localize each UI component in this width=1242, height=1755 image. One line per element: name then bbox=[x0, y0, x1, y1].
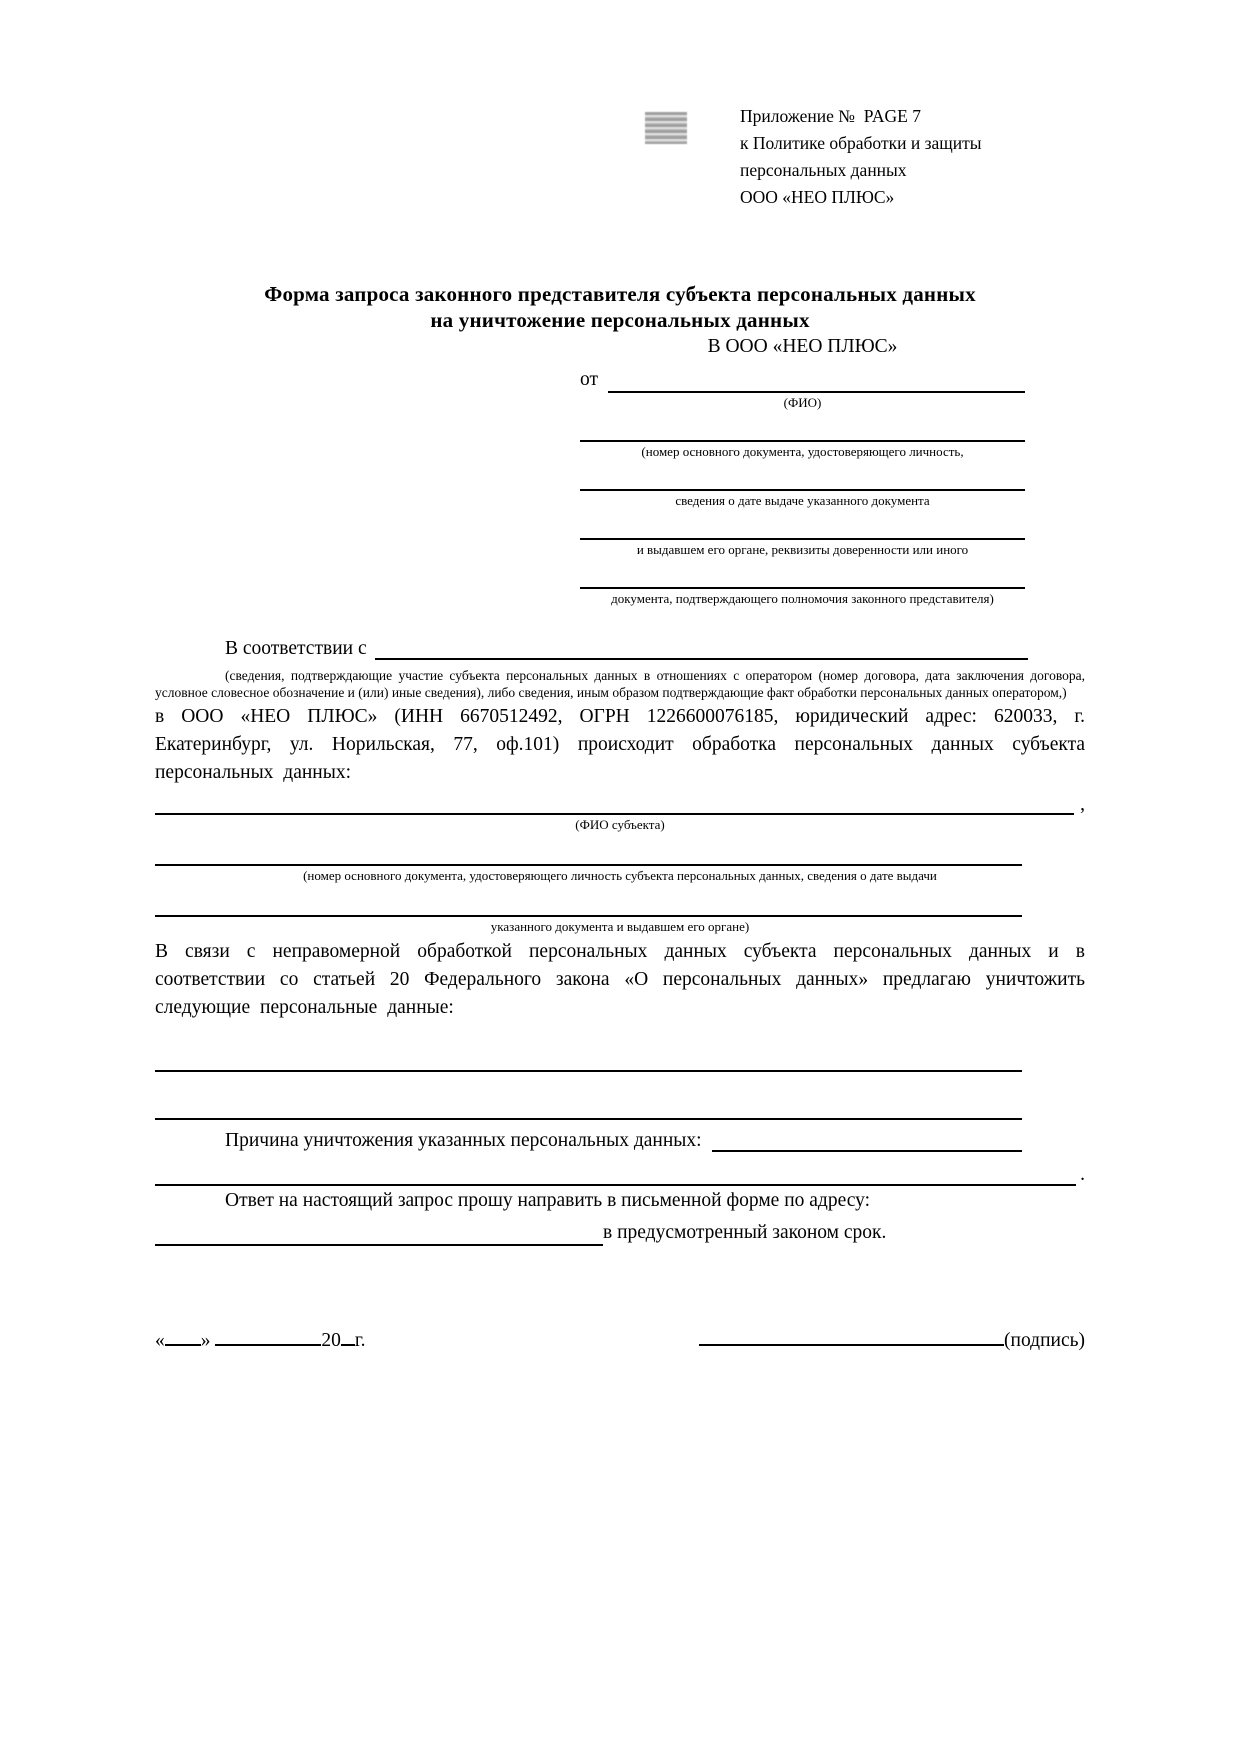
date-year-field[interactable] bbox=[341, 1324, 355, 1346]
field-code-artifact-icon bbox=[645, 112, 687, 144]
caption-issue-date: сведения о дате выдаче указанного документа bbox=[675, 493, 930, 508]
caption-subject-document: (номер основного документа, удостоверяющего личность субъекта персональных данных, сведения о дате выдачи bbox=[303, 868, 937, 883]
appendix-policy-line2: персональных данных bbox=[740, 160, 907, 180]
operator-paragraph: в ООО «НЕО ПЛЮС» (ИНН 6670512492, ОГРН 1226600076185, юридический адрес: 620033, г. Екатеринбург, ул. Норильская, 77, оф.101) происходит обработка персональных данных субъекта персональных данных: bbox=[155, 706, 1085, 783]
date-year-suffix: г. bbox=[354, 1330, 366, 1351]
caption-fio: (ФИО) bbox=[783, 395, 822, 410]
reason-row bbox=[155, 1126, 1085, 1156]
date-year-prefix: 20 bbox=[321, 1330, 341, 1351]
subject-name-field[interactable] bbox=[155, 789, 1074, 815]
reply-address-field[interactable] bbox=[155, 1220, 603, 1246]
caption-subject-fio: (ФИО субъекта) bbox=[575, 817, 665, 832]
subject-document-field[interactable] bbox=[155, 834, 1022, 866]
signature-field[interactable] bbox=[699, 1324, 1004, 1346]
reason-continuation-row bbox=[155, 1156, 1085, 1186]
caption-authority-document: документа, подтверждающего полномочия законного представителя) bbox=[611, 591, 994, 606]
accordance-row bbox=[155, 634, 1085, 664]
request-paragraph: В связи с неправомерной обработкой персональных данных субъекта персональных данных и в соответствии со статьей 20 Федерального закона «О персональных данных» предлагаю уничтожить следующие персональные данные: bbox=[155, 941, 1085, 1018]
from-row bbox=[580, 361, 1025, 393]
form-title-line2: на уничтожение персональных данных bbox=[430, 308, 810, 332]
data-to-destroy-field2[interactable] bbox=[155, 1072, 1022, 1120]
signature-group bbox=[699, 1324, 1085, 1355]
accordance-field[interactable] bbox=[375, 634, 1028, 660]
issue-date-field[interactable] bbox=[580, 461, 1025, 491]
reason-lead: Причина уничтожения указанных персональных данных: bbox=[225, 1130, 702, 1151]
authority-document-field[interactable] bbox=[580, 559, 1025, 589]
from-label: от bbox=[580, 369, 599, 390]
signature-caption: (подпись) bbox=[1004, 1330, 1085, 1351]
header-appendix-block bbox=[740, 103, 1085, 211]
data-to-destroy-field1[interactable] bbox=[155, 1036, 1022, 1072]
appendix-policy-line: к Политике обработки и защиты bbox=[740, 133, 982, 153]
form-title bbox=[155, 281, 1085, 333]
accordance-note: (сведения, подтверждающие участие субъекта персональных данных в отношениях с оператором (номер договора, дата заключения договора, условное словесное обозначение и (или) иные сведения), либо сведения, иным образом подтверждающие факт обработки персональных данных оператором,) bbox=[155, 668, 1085, 700]
reason-line-period: . bbox=[1080, 1164, 1085, 1185]
date-open-quote: « bbox=[155, 1330, 165, 1351]
date-close-quote: » bbox=[200, 1330, 211, 1351]
addressee-block bbox=[580, 333, 1025, 608]
reason-field[interactable] bbox=[712, 1126, 1022, 1152]
reply-address-row bbox=[155, 1216, 1085, 1246]
caption-subject-document2: указанного документа и выдавшем его органе) bbox=[490, 919, 750, 934]
document-number-field[interactable] bbox=[580, 412, 1025, 442]
appendix-company: ООО «НЕО ПЛЮС» bbox=[740, 187, 895, 207]
subject-document-field2[interactable] bbox=[155, 885, 1022, 917]
addressee-to: В ООО «НЕО ПЛЮС» bbox=[707, 336, 898, 357]
form-title-line1: Форма запроса законного представителя субъекта персональных данных bbox=[264, 282, 976, 306]
subject-line-comma: , bbox=[1080, 794, 1085, 815]
appendix-number: Приложение № PAGE 7 bbox=[740, 106, 921, 126]
from-name-field[interactable] bbox=[608, 365, 1025, 393]
reason-continuation-field[interactable] bbox=[155, 1158, 1076, 1186]
date-month-field[interactable] bbox=[215, 1324, 321, 1346]
signature-row bbox=[155, 1324, 1085, 1355]
caption-document-number: (номер основного документа, удостоверяющего личность, bbox=[641, 444, 964, 459]
caption-issuing-authority: и выдавшем его органе, реквизиты доверенности или иного bbox=[636, 542, 969, 557]
date-day-field[interactable] bbox=[165, 1324, 201, 1346]
reply-tail: в предусмотренный законом срок. bbox=[603, 1222, 887, 1243]
date-group bbox=[155, 1324, 366, 1355]
subject-name-row bbox=[155, 787, 1085, 815]
reply-lead: Ответ на настоящий запрос прошу направить в письменной форме по адресу: bbox=[225, 1190, 871, 1211]
issuing-authority-field[interactable] bbox=[580, 510, 1025, 540]
accordance-lead: В соответствии с bbox=[225, 638, 367, 659]
